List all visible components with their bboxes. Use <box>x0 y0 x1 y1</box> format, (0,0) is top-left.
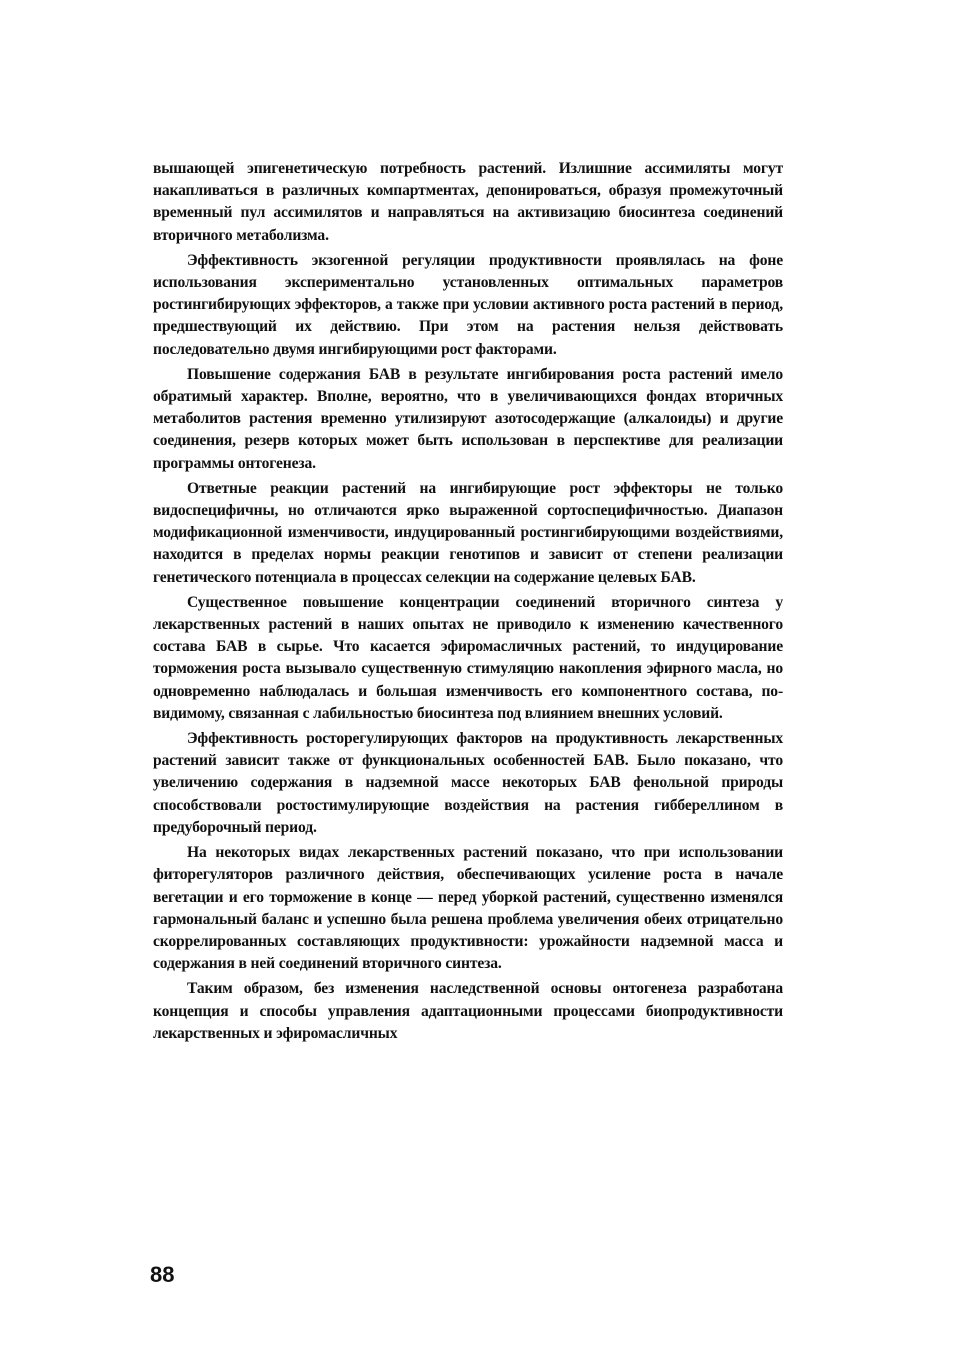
paragraph: Повышение содержания БАВ в результате ингибирования роста растений имело обратимый характер. Вполне, вероятно, что в увеличивающихся фондах вторичных метаболитов растения временно утилизируют азотосодержащие (алкалоиды) и другие соединения, резерв которых может быть использован в перспективе для реализации программы онтогенеза. <box>153 365 783 472</box>
paragraph: Ответные реакции растений на ингибирующие рост эффекторы не только видоспецифичны, но отличаются ярко выраженной сортоспецифичностью. Диапазон модификационной изменчивости, индуцированный ростингибирующими воздействиями, находится в пределах нормы реакции генотипов и зависит от степени реализации генетического потенциала в процессах селекции на содержание целевых БАВ. <box>153 479 783 586</box>
paragraph: Таким образом, без изменения наследственной основы онтогенеза разработана концепция и способы управления адаптационными процессами биопродуктивности лекарственных и эфиромасличных <box>153 980 783 1042</box>
page-number: 88 <box>150 1262 175 1287</box>
paragraph: вышающей эпигенетическую потребность растений. Излишние ассимиляты могут накапливаться в различных компартментах, депонироваться, образуя промежуточный временный пул ассимилятов и направляться на активизацию биосинтеза соединений вторичного метаболизма. <box>153 160 783 244</box>
page-body <box>153 158 783 1048</box>
paragraph: Эффективность росторегулирующих факторов на продуктивность лекарственных растений зависит также от функциональных особенностей БАВ. Было показано, что увеличению содержания в надземной массе некоторых БАВ фенольной природы способствовали ростостимулирующие воздействия на растения гиббереллином в предуборочный период. <box>153 730 783 836</box>
paragraph: Существенное повышение концентрации соединений вторичного синтеза у лекарственных растений в наших опытах не приводило к изменению качественного состава БАВ в сырье. Что касается эфиромасличных растений, то индуцирование торможения роста вызывало существенную стимуляцию накопления эфирного масла, но одновременно наблюдалась и большая изменчивость его компонентного состава, по-видимому, связанная с лабильностью биосинтеза под влиянием внешних условий. <box>153 593 783 722</box>
paragraph: Эффективность экзогенной регуляции продуктивности проявлялась на фоне использования экспериментально установленных оптимальных параметров ростингибирующих эффекторов, а также при условии активного роста растений в период, предшествующий их действию. При этом на растения нельзя действовать последовательно двумя ингибирующими рост факторами. <box>153 251 783 358</box>
paragraph: На некоторых видах лекарственных растений показано, что при использовании фиторегуляторов различного действия, обеспечивающих усиление роста в начале вегетации и его торможение в конце — перед уборкой растений, существенно изменялся гармональный баланс и успешно была решена проблема увеличения обеих отрицательно скоррелированных составляющих продуктивности: урожайности надземной масса и содержания в ней соединений вторичного синтеза. <box>153 844 783 973</box>
